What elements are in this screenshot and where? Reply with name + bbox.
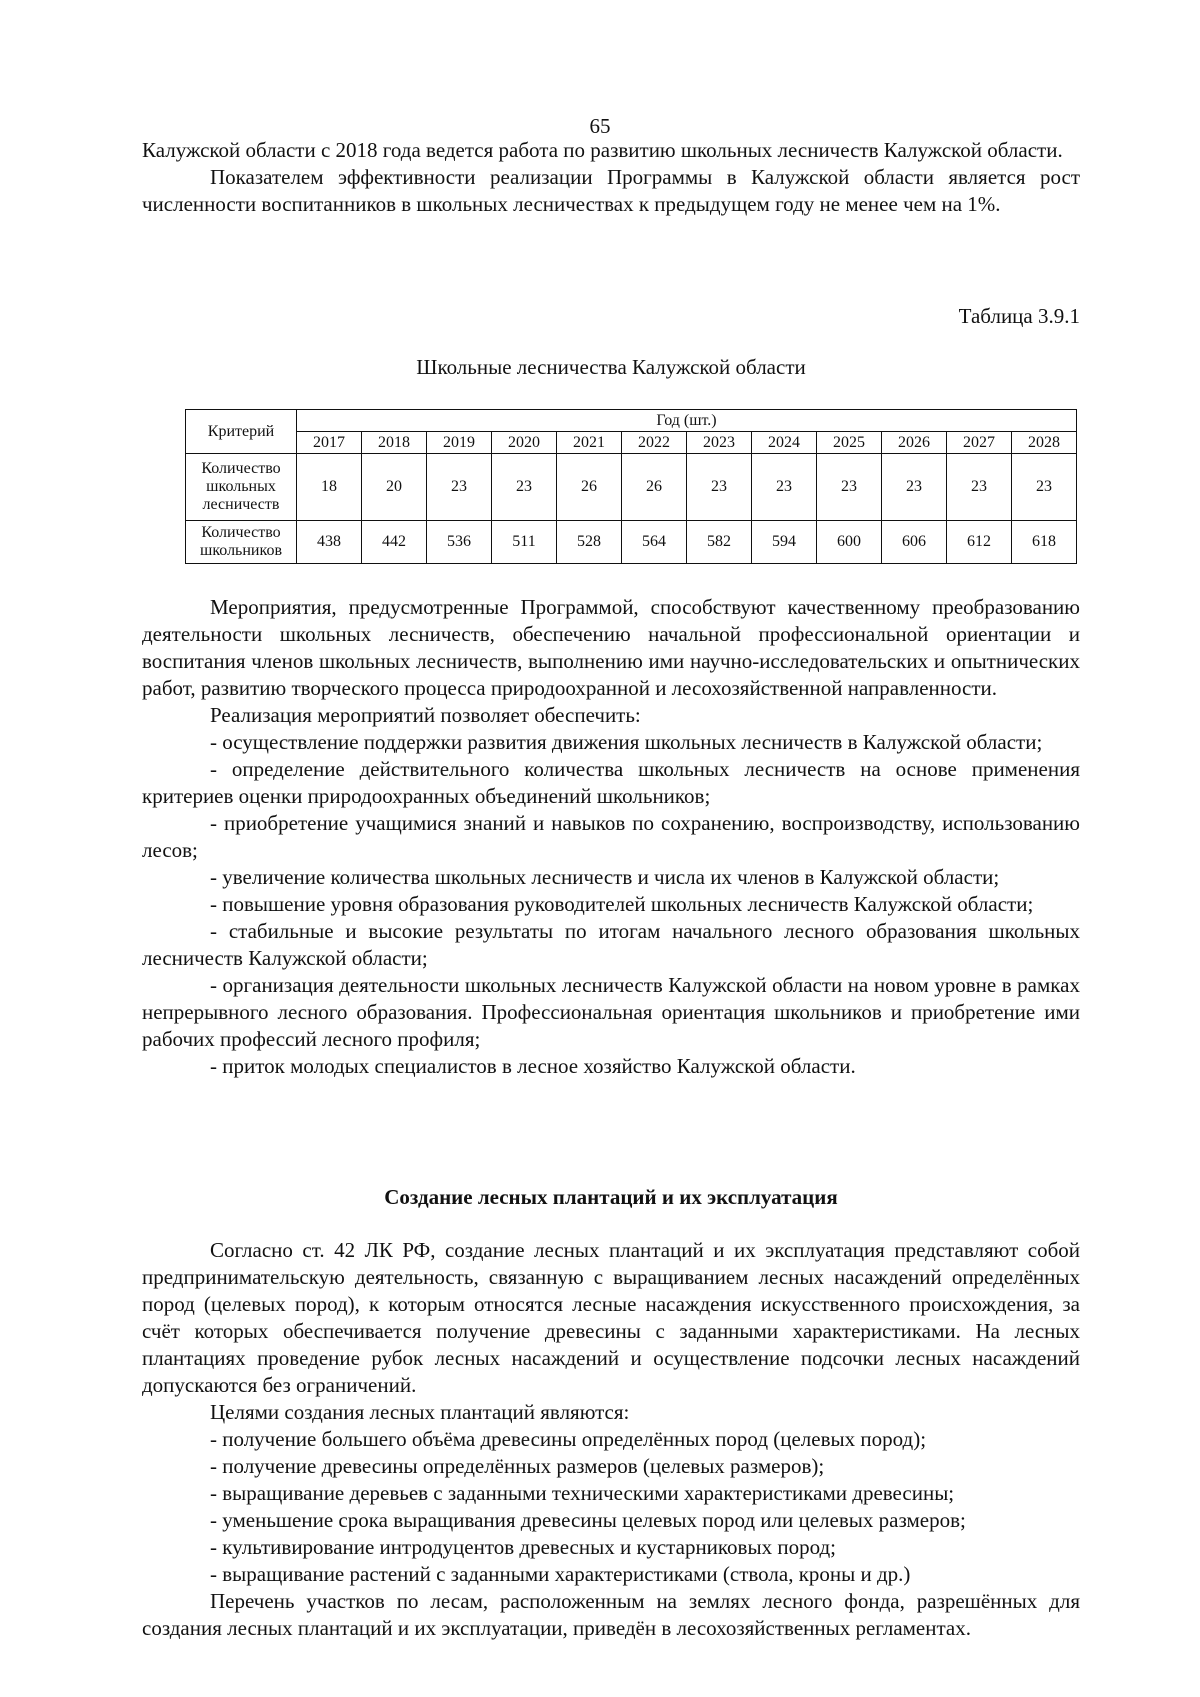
criterion-header: Критерий xyxy=(186,410,297,454)
list-item: - осуществление поддержки развития движения школьных лесничеств в Калужской области; xyxy=(210,730,1043,754)
list-item: - получение большего объёма древесины определённых пород (целевых пород); xyxy=(210,1427,927,1451)
table-cell: 23 xyxy=(427,454,492,521)
intro-block xyxy=(142,137,1080,218)
year-cell: 2022 xyxy=(622,432,687,454)
section-paragraph-2: Целями создания лесных плантаций являются: xyxy=(210,1400,630,1424)
school-forestry-table xyxy=(185,409,1077,564)
table-caption: Таблица 3.9.1 xyxy=(958,304,1080,328)
list-item: - стабильные и высокие результаты по итогам начального лесного образования школьных лесничеств Калужской области; xyxy=(142,919,1080,970)
table-cell: 594 xyxy=(752,521,817,564)
list-item: - выращивание растений с заданными характеристиками (ствола, кроны и др.) xyxy=(210,1562,911,1586)
table-cell: 23 xyxy=(1012,454,1077,521)
body-paragraph-1: Мероприятия, предусмотренные Программой, способствуют качественному преобразованию деятельности школьных лесничеств, обеспечению начальной профессиональной ориентации и воспитания членов школьных лесничеств, выполнению ими научно-исследовательских и опытнических работ, развитию творческого процесса природоохранной и лесохозяйственной направленности. xyxy=(142,595,1080,700)
intro-paragraph-1: Калужской области с 2018 года ведется работа по развитию школьных лесничеств Калужской области. xyxy=(142,138,1063,162)
year-cell: 2021 xyxy=(557,432,622,454)
table-cell: 612 xyxy=(947,521,1012,564)
table-cell: 442 xyxy=(362,521,427,564)
table-cell: 536 xyxy=(427,521,492,564)
list-item: - определение действительного количества школьных лесничеств на основе применения критериев оценки природоохранных объединений школьников; xyxy=(142,757,1080,808)
row-label: Количество школьников xyxy=(186,521,297,564)
intro-paragraph-2: Показателем эффективности реализации Программы в Калужской области является рост численности воспитанников в школьных лесничествах к предыдущем году не менее чем на 1%. xyxy=(142,165,1080,216)
list-item: - получение древесины определённых размеров (целевых размеров); xyxy=(210,1454,825,1478)
table-row xyxy=(186,521,1077,564)
year-cell: 2025 xyxy=(817,432,882,454)
table-cell: 26 xyxy=(557,454,622,521)
table-cell: 582 xyxy=(687,521,752,564)
section-heading: Создание лесных плантаций и их эксплуатация xyxy=(384,1185,838,1209)
year-cell: 2027 xyxy=(947,432,1012,454)
table-title: Школьные лесничества Калужской области xyxy=(416,355,806,379)
table-cell: 20 xyxy=(362,454,427,521)
year-cell: 2026 xyxy=(882,432,947,454)
list-item: - организация деятельности школьных лесничеств Калужской области на новом уровне в рамках непрерывного лесного образования. Профессиональная ориентация школьников и приобретение ими рабочих профессий лесного профиля; xyxy=(142,973,1080,1051)
table-cell: 618 xyxy=(1012,521,1077,564)
list-item: - приток молодых специалистов в лесное хозяйство Калужской области. xyxy=(210,1054,856,1078)
table-cell: 23 xyxy=(752,454,817,521)
table-cell: 511 xyxy=(492,521,557,564)
year-cell: 2024 xyxy=(752,432,817,454)
year-cell: 2028 xyxy=(1012,432,1077,454)
section-paragraph-3: Перечень участков по лесам, расположенным на землях лесного фонда, разрешённых для создания лесных плантаций и их эксплуатации, приведён в лесохозяйственных регламентах. xyxy=(142,1589,1080,1640)
table-cell: 26 xyxy=(622,454,687,521)
table-cell: 23 xyxy=(492,454,557,521)
table-cell: 564 xyxy=(622,521,687,564)
page-number: 65 xyxy=(589,114,611,138)
table-cell: 438 xyxy=(297,521,362,564)
list-item: - увеличение количества школьных лесничеств и числа их членов в Калужской области; xyxy=(210,865,1000,889)
year-cell: 2019 xyxy=(427,432,492,454)
measures-block xyxy=(142,594,1080,1080)
year-cell: 2017 xyxy=(297,432,362,454)
list-item: - повышение уровня образования руководителей школьных лесничеств Калужской области; xyxy=(210,892,1034,916)
plantations-block xyxy=(142,1237,1080,1642)
year-header: Год (шт.) xyxy=(297,410,1077,432)
list-item: - выращивание деревьев с заданными техническими характеристиками древесины; xyxy=(210,1481,955,1505)
table-cell: 23 xyxy=(882,454,947,521)
year-cell: 2018 xyxy=(362,432,427,454)
table-cell: 18 xyxy=(297,454,362,521)
year-cell: 2020 xyxy=(492,432,557,454)
year-cell: 2023 xyxy=(687,432,752,454)
list-item: - приобретение учащимися знаний и навыков по сохранению, воспроизводству, использованию лесов; xyxy=(142,811,1080,862)
section-paragraph-1: Согласно ст. 42 ЛК РФ, создание лесных плантаций и их эксплуатация представляют собой предпринимательскую деятельность, связанную с выращиванием лесных насаждений определённых пород (целевых пород), к которым относятся лесные насаждения искусственного происхождения, за счёт которых обеспечивается получение древесины с заданными характеристиками. На лесных плантациях проведение рубок лесных насаждений и осуществление подсочки лесных насаждений допускаются без ограничений. xyxy=(142,1238,1080,1397)
list-item: - уменьшение срока выращивания древесины целевых пород или целевых размеров; xyxy=(210,1508,966,1532)
list-item: - культивирование интродуцентов древесных и кустарниковых пород; xyxy=(210,1535,836,1559)
row-label: Количество школьных лесничеств xyxy=(186,454,297,521)
table-cell: 600 xyxy=(817,521,882,564)
table-cell: 528 xyxy=(557,521,622,564)
table-cell: 23 xyxy=(947,454,1012,521)
table-cell: 606 xyxy=(882,521,947,564)
table-cell: 23 xyxy=(817,454,882,521)
table-row xyxy=(186,454,1077,521)
table-cell: 23 xyxy=(687,454,752,521)
body-paragraph-2: Реализация мероприятий позволяет обеспечить: xyxy=(210,703,641,727)
